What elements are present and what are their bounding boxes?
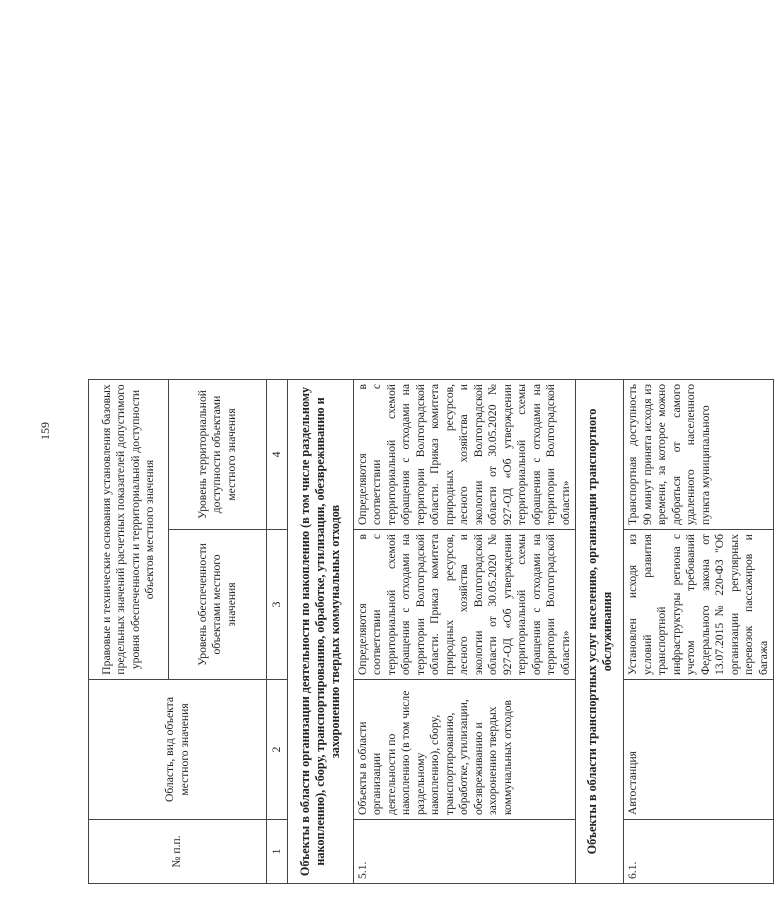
row-area: Объекты в области организации деятельности по накоплению (в том числе раздельному накоплению), сбору, транспортированию, обработке, утилизации, обезвреживанию и захоронению твердых коммунальных отходов bbox=[354, 680, 576, 820]
header-level: Уровень обеспеченности объектами местного значения bbox=[169, 530, 267, 680]
header-basis: Правовые и технические основания установления базовых предельных значений расчетных показателей допустимого уровня обеспеченности и территориальной доступности объектов местного значения bbox=[89, 380, 169, 680]
header-empty-cell bbox=[89, 38, 267, 380]
standards-table bbox=[88, 38, 774, 885]
row-access: Транспортная доступность 90 минут принята исходя из времени, за которое можно добраться от самого удаленного населенного пункта муниципального bbox=[624, 380, 774, 530]
table-row bbox=[354, 38, 576, 884]
section-title-waste: Объекты в области организации деятельности по накоплению (в том числе раздельному накоплению), сбору, транспортированию, обработке, утилизации, обезвреживанию и захоронению твердых коммунальных отходов bbox=[288, 380, 354, 884]
header-area: Область, вид объекта местного значения bbox=[89, 680, 267, 820]
table-row bbox=[624, 38, 774, 884]
row-area: Автостанция bbox=[624, 680, 774, 820]
header-row bbox=[89, 38, 169, 884]
row-level: Определяются в соответствии с территориальной схемой обращения с отходами на территории Волгоградской области. Приказ комитета природных ресурсов, лесного хозяйства и экологии Волгоградской области от 30.05.2020 № 927-ОД «Об утверждении территориальной схемы обращения с отходами на территории Волгоградской области» bbox=[354, 530, 576, 680]
colnum-2: 2 bbox=[267, 680, 288, 820]
colnum-1: 1 bbox=[267, 820, 288, 884]
header-num: № п.п. bbox=[89, 820, 267, 884]
rotated-page-content bbox=[88, 38, 770, 884]
header-access: Уровень территориальной доступности объектами местного значения bbox=[169, 380, 267, 530]
row-access: Определяются в соответствии с территориальной схемой обращения с отходами на территории Волгоградской области. Приказ комитета природных ресурсов, лесного хозяйства и экологии Волгоградской области от 30.05.2020 № 927-ОД «Об утверждении территориальной схемы обращения с отходами на территории Волгоградской области» bbox=[354, 380, 576, 530]
colnum-3: 3 bbox=[267, 530, 288, 680]
row-level: Установлен исходя из условий развития транспортной инфраструктуры региона с учетом требований Федерального закона от 13.07.2015 № 220-ФЗ "Об организации регулярных перевозок пассажиров и багажа bbox=[624, 530, 774, 680]
column-number-row bbox=[267, 38, 288, 884]
section-title-transport: Объекты в области транспортных услуг населению, организации транспортного обслуживания bbox=[576, 380, 624, 884]
row-num: 5.1. bbox=[354, 820, 576, 884]
page-number: 159 bbox=[38, 422, 52, 440]
colnum-4: 4 bbox=[267, 380, 288, 530]
row-num: 6.1. bbox=[624, 820, 774, 884]
